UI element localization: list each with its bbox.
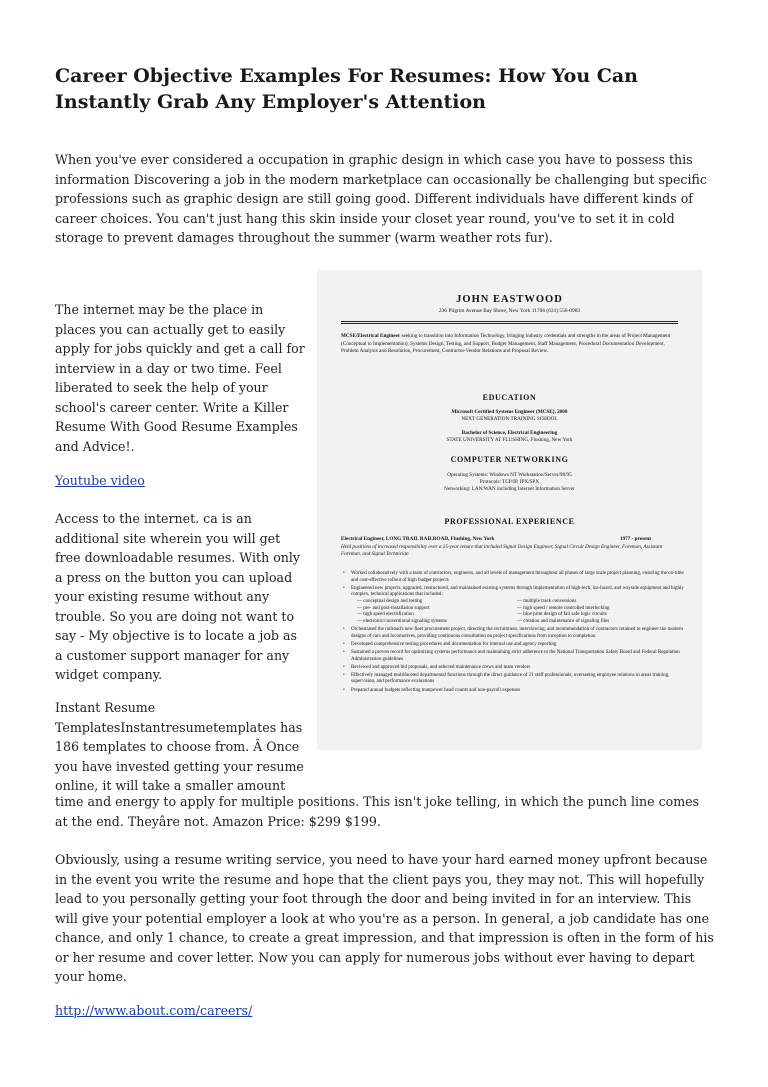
resume-experience-heading: PROFESSIONAL EXPERIENCE <box>444 517 575 526</box>
page-title: Career Objective Examples For Resumes: How You Can Instantly Grab Any Employer's Attention <box>55 65 638 113</box>
resume-bullet: • Worked collaboratively with a team of contractors, engineers, and all levels of management throughout all phases of large scale project planning, ensuring the on-time and cost-effective rollout of high budget projects <box>351 571 689 584</box>
instant-resume-paragraph: Instant Resume TemplatesInstantresumetemplates has 186 templates to choose from. Â Once you have invested getting your resume online, it will take a smaller amount <box>55 700 304 793</box>
resume-education-heading: EDUCATION <box>482 393 537 402</box>
resume-net-line: Networking: LAN/WAN including Internet Information Server <box>444 486 575 492</box>
resume-subitems <box>351 599 677 625</box>
resume-objective-title: MCSE/Electrical Engineer <box>341 333 401 339</box>
resume-subitem: — high speed / remote controlled interlocking <box>517 605 610 611</box>
resume-bullet: • Developed comprehensive testing procedures and documentation for internal use and agency reporting <box>351 642 689 649</box>
resume-name: JOHN EASTWOOD <box>456 294 563 305</box>
resume-objective-text: seeking to transition into Information Technology, bringing industry credentials and strengths in the areas of Project Management (Conceptual to Implementation), Systems Design, Testing, and Support, Budget Management, Staff Management, Procedural Documentation Development, Problem Analysis and Resolution, Procurement, Contractor-Vendor Relations and Proposal Review. <box>341 333 671 355</box>
resume-objective <box>341 333 679 356</box>
resume-bullet <box>351 586 689 626</box>
resume-bullet: • Orchestrated the railroad's new fleet procurement project, directing the recruitment, interviewing, and recommendation of contractors retained to engineer the modern designs of cars and locomotives, providing continuous consultation on project specifications from inception to completion <box>351 627 689 640</box>
resume-example-image <box>317 270 702 750</box>
resume-edu-line: NEXT GENERATION TRAINING SCHOOL <box>461 416 558 422</box>
resume-bullet: • Reviewed and approved bid proposals, and selected maintenance crews and team vendors <box>351 665 689 672</box>
about-careers-link[interactable]: http://www.about.com/careers/ <box>55 1003 253 1018</box>
resume-subitem: — conceptual design and testing <box>357 598 423 604</box>
access-paragraph: Access to the internet. ca is an additional site wherein you will get free downloadable resumes. With only a press on the button you can upload your existing resume without any trouble. So you are doing not want to say - My objective is to locate a job as a customer support manager for any widget company. <box>55 511 301 682</box>
resume-subitem: — electronic/conventional signaling systems <box>357 618 447 624</box>
resume-bullet: • Effectively managed multifaceted departmental functions through the direct guidance of 21 staff professionals, overseeing employee relations in areas training, supervision, and performance evaluations <box>351 673 689 686</box>
resume-job-title-text: Electrical Engineer, LONG TRAIL RAILROAD, Flushing, New York <box>341 536 495 542</box>
resume-bullet: • Prepared annual budgets reflecting manpower head counts and non-payroll expenses <box>351 688 689 695</box>
resume-subitem: — high speed electrification <box>357 612 414 618</box>
resume-edu-line: Bachelor of Science, Electrical Engineering <box>461 430 558 436</box>
resume-job-title <box>341 536 679 543</box>
intro-paragraph: When you've ever considered a occupation in graphic design in which case you have to possess this information Discovering a job in the modern marketplace can occasionally be challenging but specific professions such as graphic design are still going good. Different individuals have different kinds of career choices. You can't just hang this skin inside your closet year round, you've to set it in cold storage to prevent damages throughout the summer (warm weather rots fur). <box>55 152 707 245</box>
resume-contact: 236 Pilgrim Avenue Bay Shore, New York 11706 (631) 556-0983 <box>438 308 581 314</box>
resume-subitem: — pre- and post-installation support <box>357 605 430 611</box>
resume-bullet-list <box>341 571 689 696</box>
resume-net-line: Protocols: TCP/IP, IPX/SPX <box>479 479 540 485</box>
resume-networking-heading: COMPUTER NETWORKING <box>450 455 569 464</box>
resume-divider <box>341 321 678 322</box>
instant-resume-paragraph-continued: time and energy to apply for multiple positions. This isn't joke telling, in which the punch line comes at the end. Theyâre not. Amazon Price: $299 $199. <box>55 794 700 829</box>
resume-job-summary: Held positions of increased responsibility over a 25-year tenure that included Signal Design Engineer, Signal Circuit Design Engineer, Foreman, Assistant Foreman, and Signal Technician <box>341 544 663 557</box>
resume-bullet-text: Engineered new projects, upgraded, restructured, and maintained existing systems through implementation of high-tech, ins-board, and wayside equipment and highly complex, technical applications that included: <box>351 585 684 598</box>
resume-subitem: — creation and maintenance of signaling files <box>517 618 610 624</box>
resume-divider <box>341 323 678 324</box>
youtube-video-link[interactable]: Youtube video <box>55 473 145 488</box>
resume-edu-line: STATE UNIVERSITY AT FLUSHING, Flushing, New York <box>446 437 573 443</box>
resume-bullet: • Sustained a proven record for optimizing systems performance and maintaining strict adherence to the National Transportation Safety Board and Federal Regulation Administration guidelines <box>351 650 689 663</box>
resume-subitem: — blue print design of fail safe logic circuits <box>517 612 607 618</box>
resume-edu-line: Microsoft Certified Systems Engineer (MCSE), 2000 <box>451 409 568 415</box>
resume-subitem: — multiple track conversions <box>517 598 577 604</box>
obviously-paragraph: Obviously, using a resume writing service, you need to have your hard earned money upfront because in the event you write the resume and hope that the client pays you, they may not. This will hopefully lead to you personally getting your foot through the door and being invited in for an interview. This will give your potential employer a look at who you're as a person. In general, a job candidate has one chance, and only 1 chance, to create a great impression, and that impression is often in the form of his or her resume and cover letter. Now you can apply for numerous jobs without ever having to depart your home. <box>55 852 714 984</box>
resume-job-dates: 1977 - present <box>619 536 651 542</box>
internet-paragraph: The internet may be the place in places you can actually get to easily apply for jobs quickly and get a call for interview in a day or two time. Feel liberated to seek the help of your school's career center. Write a Killer Resume With Good Resume Examples and Advice!. <box>55 302 305 454</box>
resume-net-line: Operating Systems: Windows NT Workstation/Server/98/95 <box>447 472 572 478</box>
